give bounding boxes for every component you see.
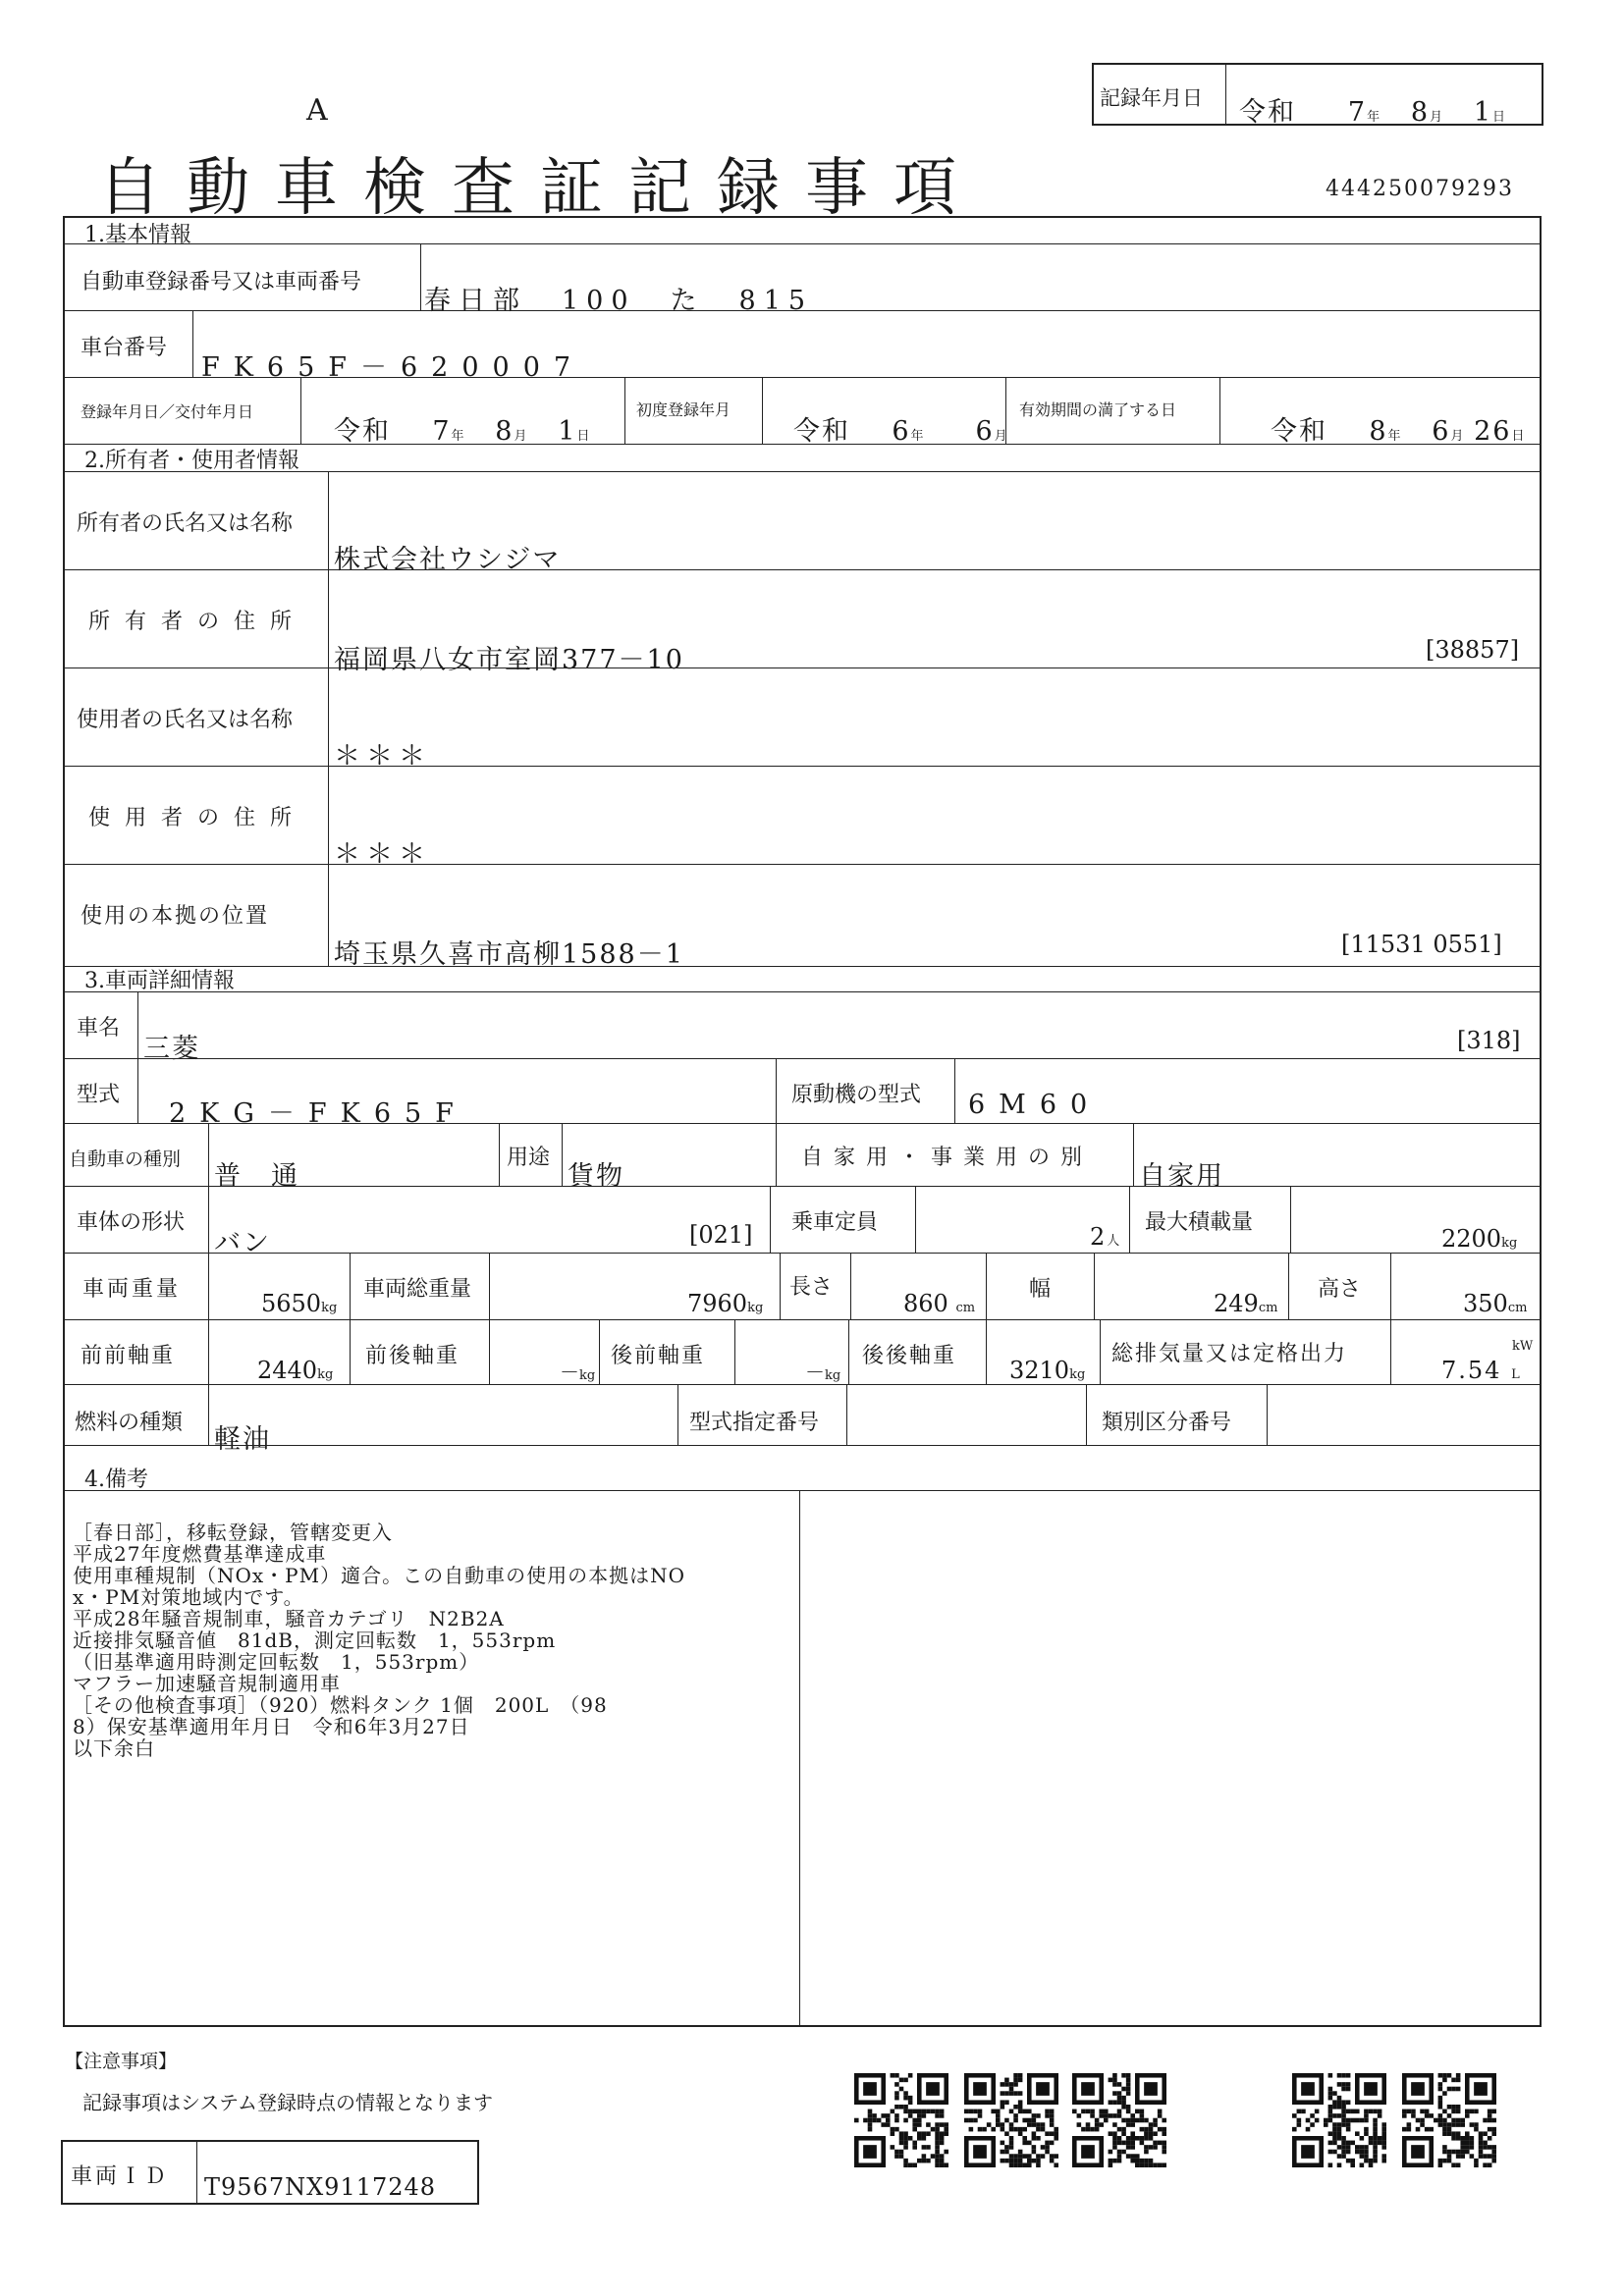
remark-line: 平成28年騒音規制車，騒音カテゴリ N2B2A [73,1607,505,1630]
length: 860 cm [903,1290,976,1317]
owner-addr-code: [38857] [1426,636,1520,664]
user-addr: ＊＊＊ [334,839,431,870]
height: 350cm [1463,1290,1528,1317]
model-value: 2KG－FK65F [169,1098,467,1129]
reg-date: 令和 7年 8月 1日 [334,416,590,447]
section-owner: 2.所有者・使用者情報 [84,449,299,473]
capacity-label: 乗車定員 [791,1210,879,1235]
user-addr-label: 使 用 者 の 住 所 [88,806,296,830]
qr-code-5 [1402,2073,1496,2167]
type-label: 自動車の種別 [69,1148,182,1170]
category-label: 類別区分番号 [1102,1411,1232,1435]
reg-date-label: 登録年月日／交付年月日 [81,402,254,421]
owner-name: 株式会社ウシジマ [334,545,562,575]
remark-line: 以下余白 [73,1736,155,1760]
base-label: 使用の本拠の位置 [81,904,270,929]
gross-label: 車両総重量 [363,1277,472,1302]
ff-label: 前前軸重 [81,1344,176,1368]
section-vehicle: 3.車両詳細情報 [84,969,235,993]
disp-unit-kw: kW [1512,1339,1534,1354]
weight-label: 車両重量 [82,1277,182,1302]
disp-label: 総排気量又は定格出力 [1111,1342,1348,1366]
max-load-label: 最大積載量 [1145,1210,1254,1235]
type-value: 普 通 [214,1161,299,1192]
user-name: ＊＊＊ [334,741,431,772]
private-value: 自家用 [1139,1161,1224,1192]
remarks-list [73,1500,685,1781]
engine-value: 6M60 [968,1090,1102,1120]
base-addr: 埼玉県久喜市高柳1588－1 [334,939,684,970]
length-label: 長さ [789,1275,834,1300]
header-letter: A [306,93,328,128]
notice-title: 【注意事項】 [65,2051,178,2072]
notice-text: 記録事項はシステム登録時点の情報となります [82,2091,493,2114]
max-load: 2200kg [1441,1225,1518,1253]
qr-code-3 [1072,2073,1166,2167]
name-code: [318] [1457,1027,1521,1054]
vehicle-id: T9567NX9117248 [204,2173,437,2201]
owner-addr: 福岡県八女市室岡377－10 [334,645,684,675]
vehicle-id-label: 車両ＩＤ [71,2164,170,2189]
engine-label: 原動機の型式 [791,1083,922,1107]
page-title: 自動車検査証記録事項 [98,152,982,225]
rf-label: 後前軸重 [611,1344,706,1368]
body-label: 車体の形状 [77,1210,186,1235]
first-reg-label: 初度登録年月 [636,400,731,419]
section-basic: 1.基本情報 [84,223,191,247]
body-code: [021] [689,1221,753,1249]
remark-line: 使用車種規制（NOx・PM）適合。この自動車の使用の本拠はNO [73,1564,686,1587]
weight: 5650kg [261,1290,338,1317]
model-label: 型式 [77,1083,121,1107]
fr: －kg [560,1361,596,1384]
qr-code-2 [964,2073,1058,2167]
expiry: 令和 8年 6月 26日 [1271,416,1525,447]
record-date: 令和 7年 8月 1日 [1239,97,1506,128]
owner-name-label: 所有者の氏名又は名称 [77,511,294,536]
usage-value: 貨物 [568,1161,624,1192]
name-label: 車名 [77,1016,121,1041]
record-date-label: 記録年月日 [1100,86,1203,110]
chassis-value: FK65F－620007 [201,352,585,383]
section-remarks: 4.備考 [84,1468,148,1492]
remark-line: 近接排気騒音値 81dB，測定回転数 1，553rpm [73,1629,557,1652]
qr-code-4 [1292,2073,1386,2167]
usage-label: 用途 [507,1146,551,1170]
width: 249cm [1214,1290,1278,1317]
remark-line: ［その他検査事項］（920）燃料タンク 1個 200L （98 [73,1693,608,1717]
name-value: 三菱 [143,1034,200,1064]
remark-line: 8）保安基準適用年月日 令和6年3月27日 [73,1715,470,1738]
private-label: 自 家 用 ・ 事 業 用 の 別 [801,1146,1084,1170]
remark-line: ［春日部］，移転登録，管轄変更入 [73,1521,393,1544]
rf: －kg [805,1361,841,1384]
ff: 2440kg [257,1357,334,1384]
owner-addr-label: 所 有 者 の 住 所 [88,610,296,634]
approval-label: 型式指定番号 [689,1411,820,1435]
remark-line: 平成27年度燃費基準達成車 [73,1542,327,1566]
body-value: バン [214,1228,271,1258]
gross: 7960kg [687,1290,764,1317]
capacity: 2人 [1090,1223,1120,1251]
height-label: 高さ [1318,1277,1362,1302]
fuel-value: 軽油 [214,1424,271,1455]
expiry-label: 有効期間の満了する日 [1019,400,1177,419]
fuel-label: 燃料の種類 [75,1411,184,1435]
disp: 7.54 L [1441,1357,1520,1384]
reg-value: 春日部 100 た 815 [424,286,814,316]
remark-line: x・PM対策地域内です。 [73,1585,304,1609]
reg-label: 自動車登録番号又は車両番号 [81,270,362,294]
qr-code-1 [854,2073,948,2167]
width-label: 幅 [1029,1277,1052,1302]
fr-label: 前後軸重 [365,1344,460,1368]
remark-line: マフラー加速騒音規制適用車 [73,1672,341,1695]
base-code: [11531 0551] [1341,931,1502,958]
rr: 3210kg [1009,1357,1086,1384]
rr-label: 後後軸重 [862,1344,957,1368]
doc-number: 444250079293 [1326,177,1514,201]
first-reg: 令和 6年 6月 [793,416,1007,447]
chassis-label: 車台番号 [81,336,168,360]
remark-line: （旧基準適用時測定回転数 1，553rpm） [73,1650,480,1674]
user-name-label: 使用者の氏名又は名称 [77,708,294,732]
